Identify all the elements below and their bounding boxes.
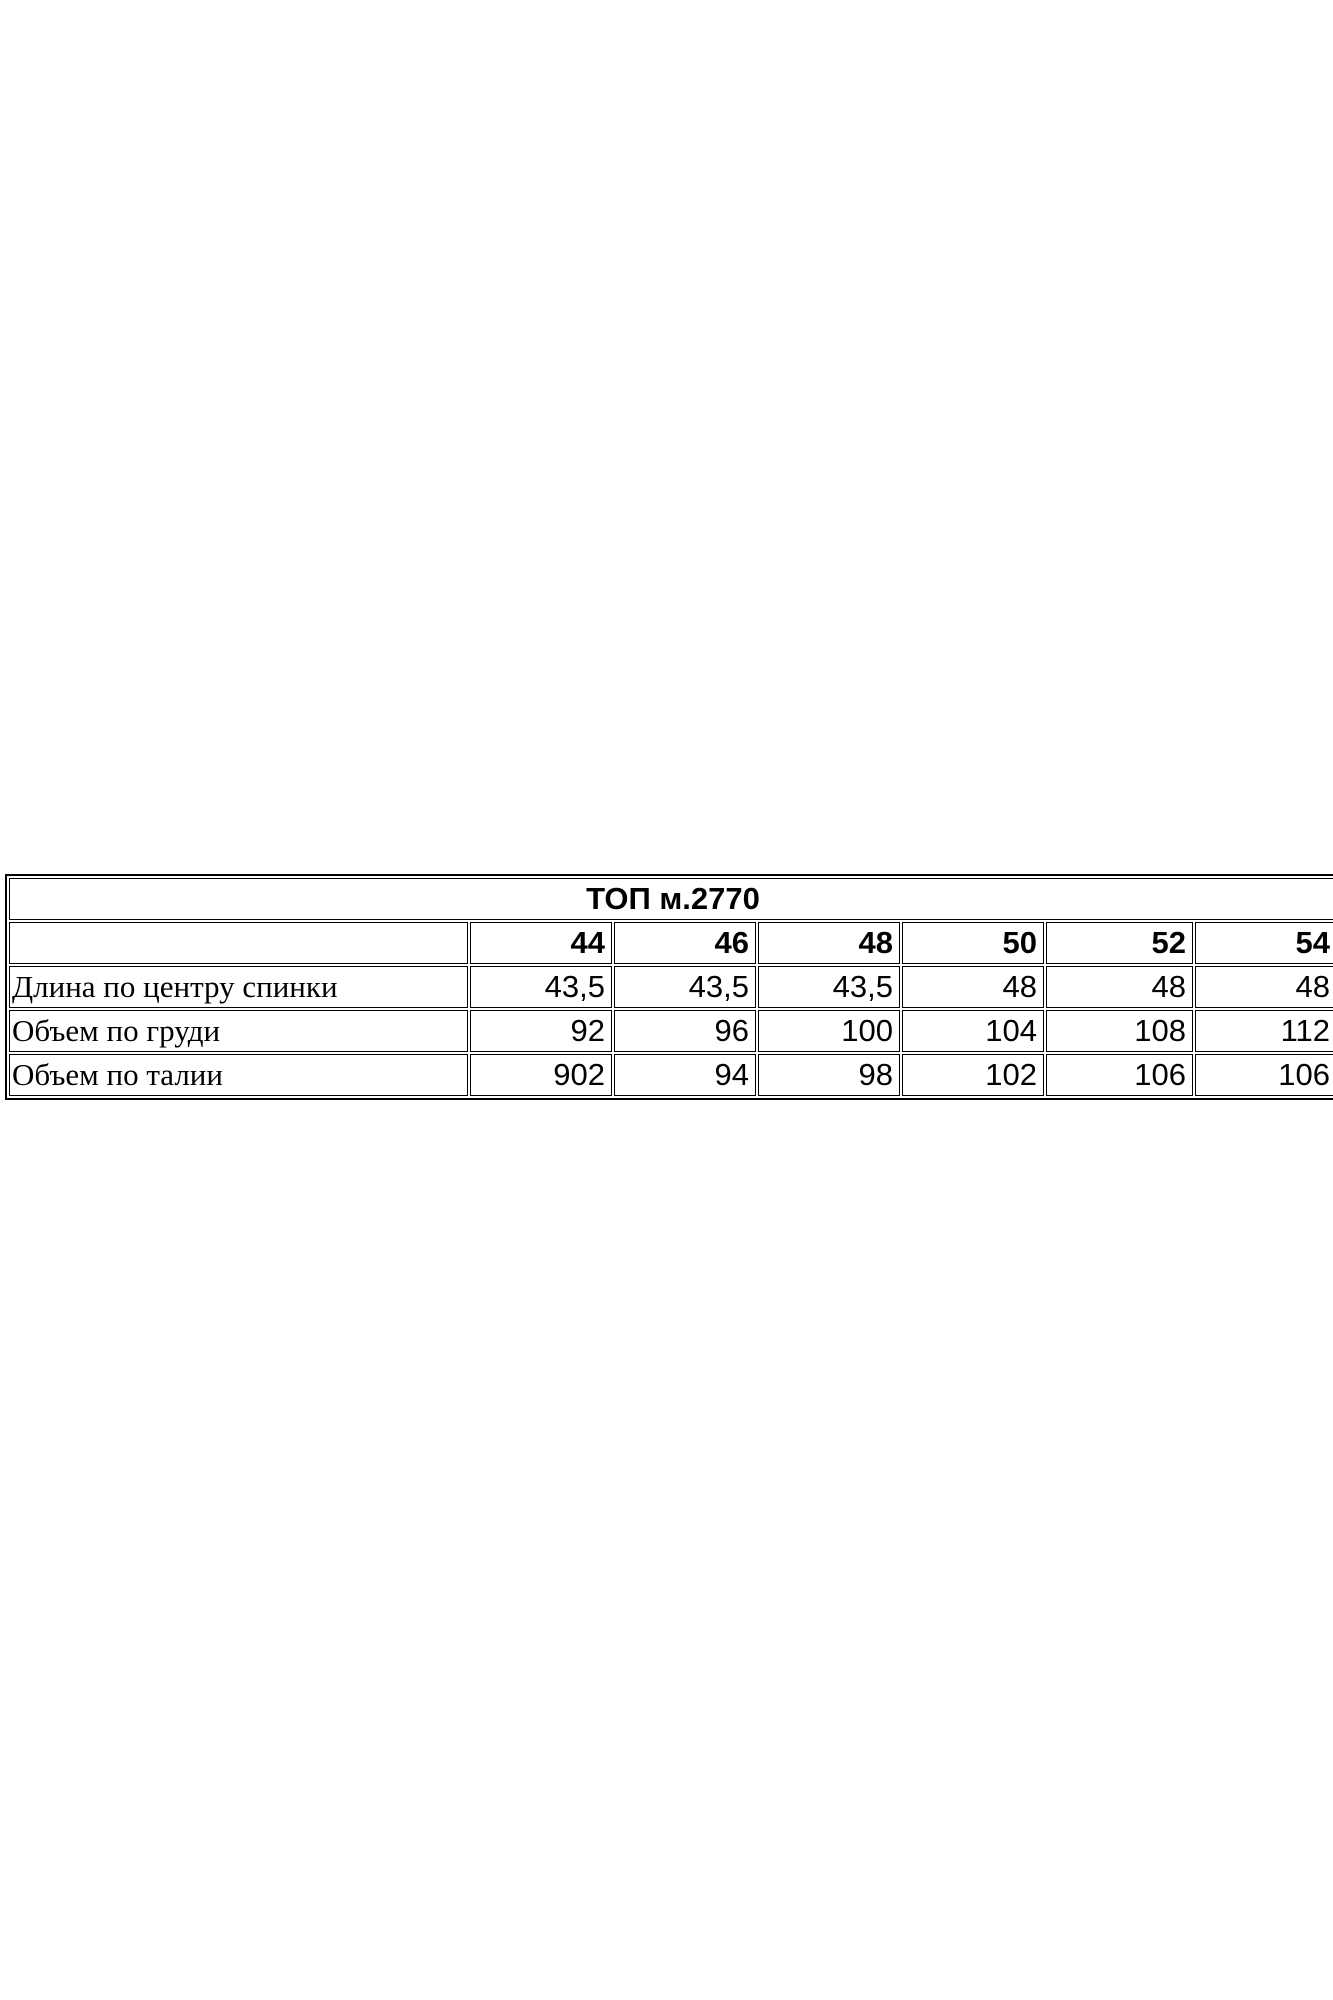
- size-table: [5, 874, 1333, 1100]
- value-cell: 96: [614, 1010, 756, 1052]
- value-cell: 102: [902, 1054, 1044, 1096]
- size-chart: [5, 874, 1331, 1100]
- size-header: 54: [1195, 922, 1333, 964]
- value-cell: 108: [1046, 1010, 1193, 1052]
- value-cell: 92: [470, 1010, 612, 1052]
- value-cell: 43,5: [470, 966, 612, 1008]
- size-header: 52: [1046, 922, 1193, 964]
- size-header: 44: [470, 922, 612, 964]
- table-row: [9, 1054, 1333, 1096]
- value-cell: 48: [1195, 966, 1333, 1008]
- row-label: Длина по центру спинки: [9, 966, 468, 1008]
- value-cell: 106: [1046, 1054, 1193, 1096]
- table-row: [9, 966, 1333, 1008]
- value-cell: 48: [1046, 966, 1193, 1008]
- size-header: 48: [758, 922, 900, 964]
- value-cell: 112: [1195, 1010, 1333, 1052]
- size-header: 46: [614, 922, 756, 964]
- value-cell: 100: [758, 1010, 900, 1052]
- value-cell: 48: [902, 966, 1044, 1008]
- value-cell: 94: [614, 1054, 756, 1096]
- corner-cell: [9, 922, 468, 964]
- title-row: [9, 878, 1333, 920]
- table-row: [9, 1010, 1333, 1052]
- row-label: Объем по талии: [9, 1054, 468, 1096]
- value-cell: 98: [758, 1054, 900, 1096]
- value-cell: 902: [470, 1054, 612, 1096]
- size-header-row: [9, 922, 1333, 964]
- value-cell: 43,5: [614, 966, 756, 1008]
- size-header: 50: [902, 922, 1044, 964]
- value-cell: 43,5: [758, 966, 900, 1008]
- row-label: Объем по груди: [9, 1010, 468, 1052]
- value-cell: 106: [1195, 1054, 1333, 1096]
- table-title: ТОП м.2770: [9, 878, 1333, 920]
- value-cell: 104: [902, 1010, 1044, 1052]
